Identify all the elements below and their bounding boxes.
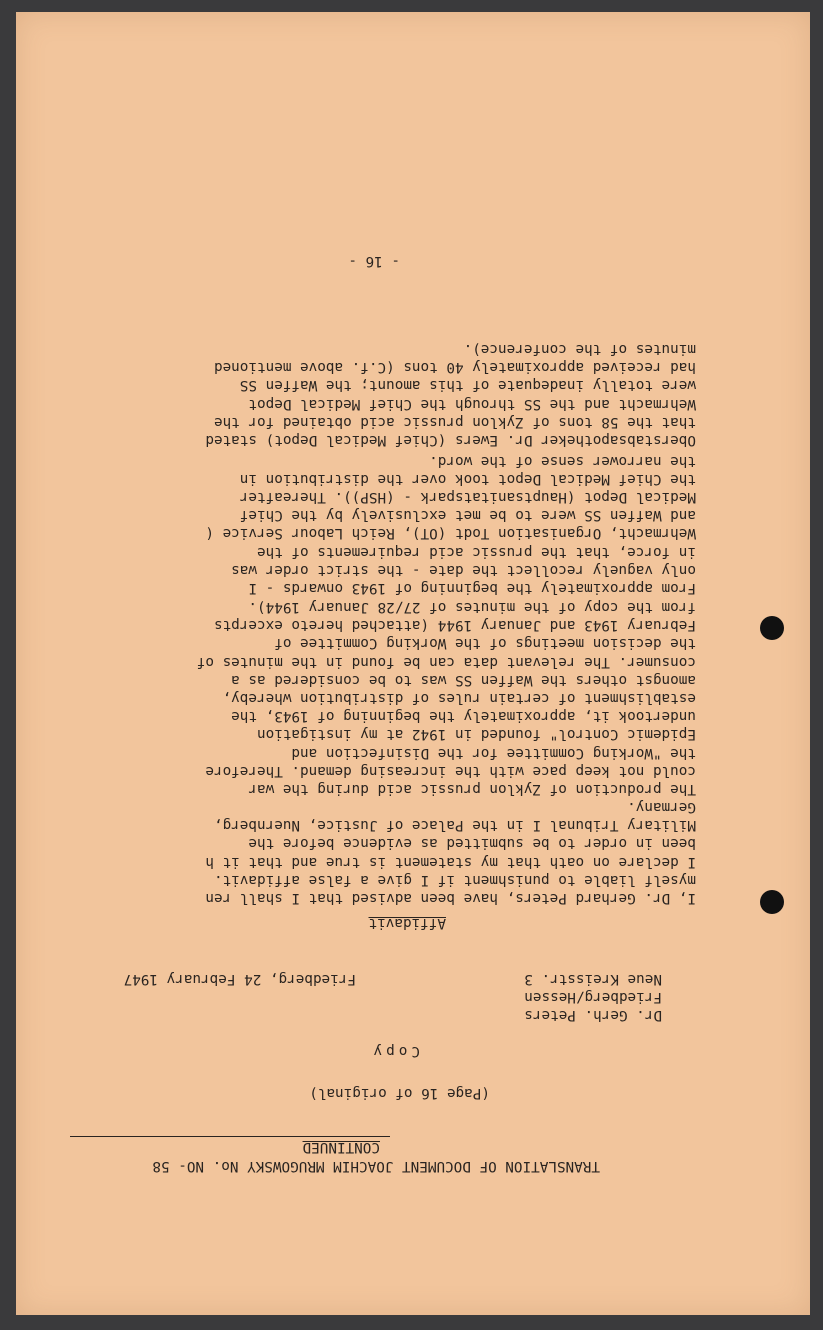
text-line: Wehrmacht and the SS through the Chief Medical Depot: [248, 395, 696, 412]
text-line: establishment of certain rules of distribution whereby,: [222, 689, 696, 706]
rotated-document-content: [16, 12, 810, 1315]
copy-label: Copy: [369, 1043, 420, 1059]
text-line: the decision meetings of the Working Committee of: [274, 635, 696, 652]
text-line: been in order to be submitted as evidence before the: [248, 835, 696, 852]
text-line: Medical Depot (Hauptsanitatspark - (HSP)). Thereafter: [239, 488, 696, 505]
text-line: from the copy of the minutes of 27/28 January 1944).: [248, 598, 696, 615]
header-rule: [70, 1136, 390, 1137]
paragraph-distribution: [205, 451, 696, 597]
text-line: the Chief Medical Depot took over the distribution in: [239, 470, 696, 487]
paragraph-ewers: [205, 340, 696, 449]
punch-hole: [760, 890, 784, 914]
sender-address: [524, 969, 662, 1024]
text-line: February 1943 and January 1944 (attached hereto excerpts: [213, 617, 696, 634]
page-number: - 16 -: [348, 253, 400, 269]
text-line: only vaguely recollect the date - the strict order was: [231, 561, 696, 578]
text-line: the narrower sense of the word.: [429, 452, 696, 469]
affidavit-title: Affidavit: [368, 915, 446, 931]
header-continued: CONTINUED: [302, 1139, 380, 1155]
page-of-original: (Page 16 of original): [309, 1085, 490, 1101]
text-line: the "Working Committee for the Disinfection and: [291, 744, 696, 761]
text-line: Military Tribunal I in the Palace of Justice, Nuernberg,: [213, 817, 696, 834]
address-line: Friedberg/Hessen: [524, 988, 662, 1005]
address-line: Dr. Gerh. Peters: [524, 1007, 662, 1023]
text-line: Oberstabsapotheker Dr. Ewers (Chief Medical Depot) stated: [205, 432, 696, 448]
text-line: I, Dr. Gerhard Peters, have been advised that I shall ren: [205, 890, 696, 906]
text-line: I declare on oath that my statement is true and that it h: [205, 853, 696, 870]
text-line: consumer. The relevant data can be found in the minutes of: [196, 653, 696, 670]
address-line: Neue Kreisstr. 3: [524, 970, 662, 987]
paragraph-oath: [205, 798, 696, 907]
dateline: Friedberg, 24 February 1947: [123, 971, 356, 987]
paragraph-production: [197, 598, 696, 798]
text-line: could not keep pace with the increasing demand. Therefore: [205, 762, 696, 779]
document-header: [152, 1139, 600, 1175]
punch-hole: [760, 616, 784, 640]
text-line: were totally inadequate of this amount; the Waffen SS: [239, 377, 696, 394]
text-line: and Waffen SS were to be met exclusively by the Chief: [239, 507, 696, 524]
text-line: in force, that the prussic acid requirements of the: [257, 543, 696, 560]
document-page: [16, 12, 810, 1315]
text-line: From approximately the beginning of 1943 onwards - I: [248, 580, 696, 596]
text-line: had received approximately 40 tons (C.f. above mentioned: [213, 359, 696, 376]
text-line: The production of Zyklon prussic acid during the war: [248, 781, 696, 797]
text-line: that the 58 tons of Zyklon prussic acid obtained for the: [213, 413, 696, 430]
text-line: undertook it, approximately the beginning of 1943, the: [231, 708, 696, 725]
text-line: Germany.: [627, 798, 696, 815]
text-line: minutes of the conference).: [463, 340, 696, 357]
text-line: Epidemic Control" founded in 1942 at my instigation: [257, 726, 696, 743]
header-line: TRANSLATION OF DOCUMENT JOACHIM MRUGOWSKY No. NO- 58: [152, 1158, 600, 1174]
text-line: amongst others the Waffen SS was to be considered as a: [231, 671, 696, 688]
text-line: myself liable to punishment if I give a false affidavit.: [213, 871, 696, 888]
text-line: Wehrmacht, Organisation Todt (OT), Reich Labour Service (: [205, 525, 696, 542]
